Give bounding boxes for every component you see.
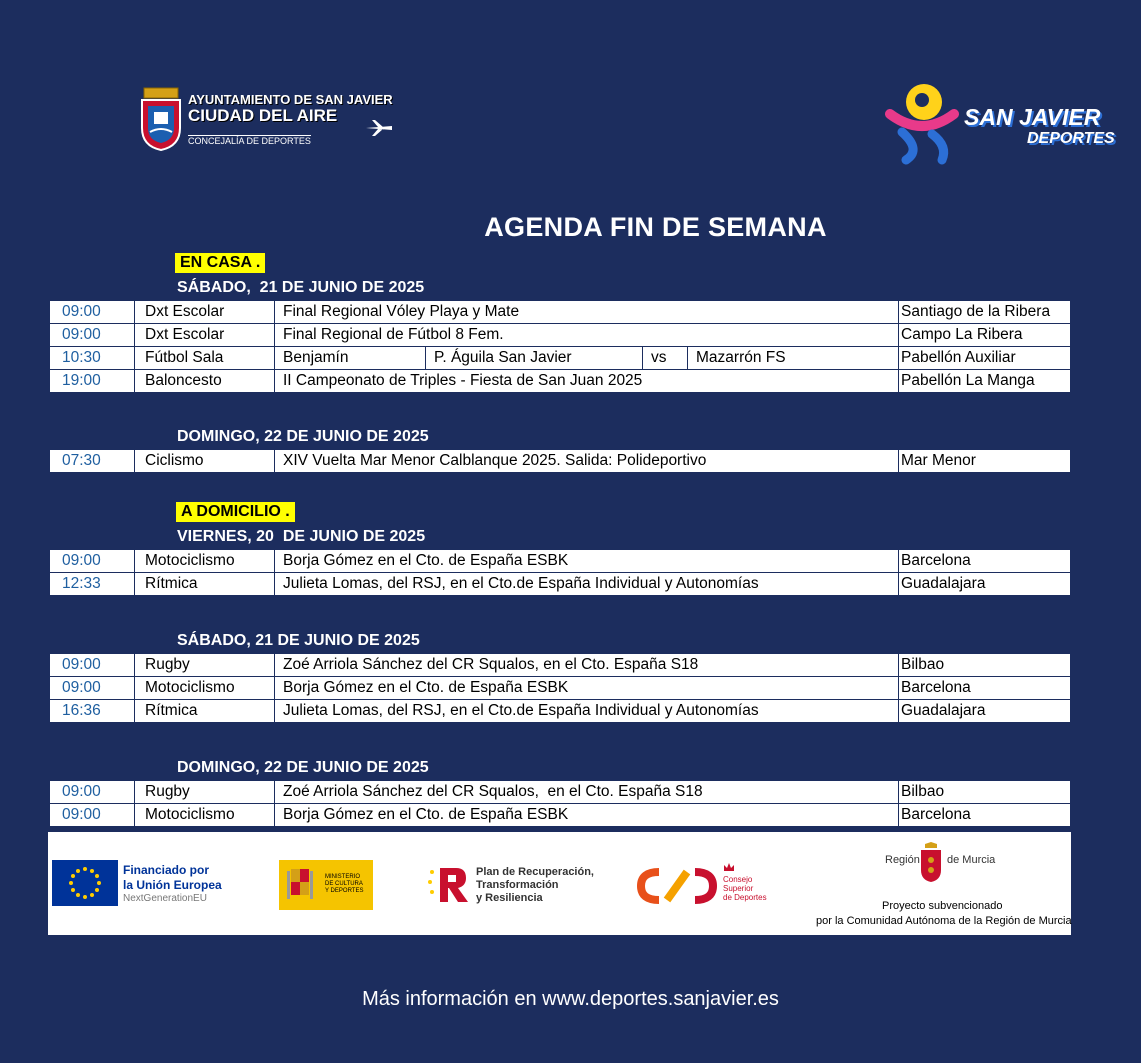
event-category: Benjamín	[275, 347, 426, 370]
event-sport: Baloncesto	[135, 370, 275, 393]
event-time: 09:00	[50, 301, 135, 324]
prtr-line1: Plan de Recuperación,	[476, 866, 594, 878]
event-place: Bilbao	[899, 654, 1071, 677]
event-time: 09:00	[50, 654, 135, 677]
event-time: 16:36	[50, 700, 135, 723]
event-time: 12:33	[50, 573, 135, 596]
section-a-domicilio: A DOMICILIO .	[176, 502, 295, 522]
event-time: 10:30	[50, 347, 135, 370]
prtr-logo	[428, 862, 608, 904]
csd-logo	[637, 862, 777, 910]
murcia-note2: por la Comunidad Autónoma de la Región de Murcia	[816, 915, 1072, 927]
ministerio-line1: MINISTERIO	[325, 874, 361, 880]
event-description: Borja Gómez en el Cto. de España ESBK	[275, 677, 899, 700]
prtr-line2: Transformación	[476, 879, 559, 891]
event-place: Guadalajara	[899, 573, 1071, 596]
event-time: 19:00	[50, 370, 135, 393]
event-vs: vs	[643, 347, 688, 370]
eu-line3: NextGenerationEU	[123, 893, 207, 904]
event-description: Zoé Arriola Sánchez del CR Squalos, en el Cto. España S18	[275, 781, 899, 804]
ministerio-line2: DE CULTURA	[325, 881, 363, 887]
event-time: 09:00	[50, 550, 135, 573]
table-row	[50, 347, 1071, 370]
event-away-team: Mazarrón FS	[688, 347, 899, 370]
event-place: Guadalajara	[899, 700, 1071, 723]
ministerio-line3: Y DEPORTES	[325, 888, 364, 894]
sj-line1: SAN JAVIER	[964, 104, 1101, 130]
section-en-casa: EN CASA .	[175, 253, 265, 273]
table-row	[50, 550, 1071, 573]
event-time: 09:00	[50, 324, 135, 347]
table-row	[50, 804, 1071, 827]
sj-athlete-icon	[882, 80, 962, 166]
event-sport: Ciclismo	[135, 450, 275, 473]
event-place: Santiago de la Ribera	[899, 301, 1071, 324]
event-time: 07:30	[50, 450, 135, 473]
ayto-line1: AYUNTAMIENTO DE SAN JAVIER	[188, 92, 393, 107]
table-row	[50, 573, 1071, 596]
event-description: Zoé Arriola Sánchez del CR Squalos, en el Cto. España S18	[275, 654, 899, 677]
ayto-line3: CONCEJALÍA DE DEPORTES	[188, 136, 311, 146]
event-sport: Rugby	[135, 781, 275, 804]
event-description: Borja Gómez en el Cto. de España ESBK	[275, 804, 899, 827]
eu-line1: Financiado por	[123, 863, 210, 877]
prtr-r-icon	[428, 864, 470, 904]
event-sport: Rugby	[135, 654, 275, 677]
san-javier-deportes-logo	[882, 80, 1127, 166]
event-sport: Dxt Escolar	[135, 324, 275, 347]
eu-logo	[52, 860, 234, 908]
ministerio-logo	[279, 860, 373, 910]
ayuntamiento-logo	[138, 86, 408, 154]
spain-shield-icon	[285, 865, 315, 905]
table-row	[50, 677, 1071, 700]
eu-flag-icon	[52, 860, 118, 906]
event-sport: Dxt Escolar	[135, 301, 275, 324]
table-row	[50, 450, 1071, 473]
event-home-team: P. Águila San Javier	[426, 347, 643, 370]
events-table	[49, 449, 1071, 473]
day-heading: VIERNES, 20 DE JUNIO DE 2025	[177, 528, 426, 545]
coat-of-arms-icon	[138, 86, 184, 152]
table-row	[50, 370, 1071, 393]
event-description: Julieta Lomas, del RSJ, en el Cto.de España Individual y Autonomías	[275, 573, 899, 596]
event-description: Final Regional Vóley Playa y Mate	[275, 301, 899, 324]
event-place: Barcelona	[899, 550, 1071, 573]
table-row	[50, 781, 1071, 804]
event-sport: Motociclismo	[135, 804, 275, 827]
event-time: 09:00	[50, 804, 135, 827]
event-place: Campo La Ribera	[899, 324, 1071, 347]
murcia-shield-icon	[919, 842, 943, 882]
murcia-note1: Proyecto subvencionado	[882, 900, 1003, 912]
event-description: Final Regional de Fútbol 8 Fem.	[275, 324, 899, 347]
region-murcia-logo	[808, 840, 1072, 932]
event-place: Barcelona	[899, 677, 1071, 700]
day-heading: SÁBADO, 21 DE JUNIO DE 2025	[177, 632, 420, 649]
event-description: XIV Vuelta Mar Menor Calblanque 2025. Salida: Polideportivo	[275, 450, 899, 473]
event-description: Julieta Lomas, del RSJ, en el Cto.de España Individual y Autonomías	[275, 700, 899, 723]
event-sport: Fútbol Sala	[135, 347, 275, 370]
sj-line2: DEPORTES	[1027, 130, 1115, 147]
table-row	[50, 700, 1071, 723]
event-time: 09:00	[50, 677, 135, 700]
csd-mark-icon	[637, 866, 717, 906]
events-table	[49, 549, 1071, 596]
event-sport: Motociclismo	[135, 550, 275, 573]
prtr-line3: y Resiliencia	[476, 892, 543, 904]
event-place: Pabellón La Manga	[899, 370, 1071, 393]
airplane-icon	[364, 118, 394, 138]
funding-logos	[48, 832, 1071, 935]
csd-line1: Consejo	[723, 875, 753, 884]
table-row	[50, 654, 1071, 677]
csd-line3: de Deportes	[723, 893, 767, 902]
event-sport: Rítmica	[135, 700, 275, 723]
page-title: AGENDA FIN DE SEMANA	[484, 212, 827, 242]
event-time: 09:00	[50, 781, 135, 804]
murcia-right: de Murcia	[947, 854, 996, 866]
day-heading: DOMINGO, 22 DE JUNIO DE 2025	[177, 428, 429, 445]
crown-icon	[723, 862, 735, 872]
event-description: II Campeonato de Triples - Fiesta de San Juan 2025	[275, 370, 899, 393]
table-row	[50, 324, 1071, 347]
murcia-left: Región	[885, 854, 920, 866]
ayto-line2: CIUDAD DEL AIRE	[188, 106, 338, 125]
event-description: Borja Gómez en el Cto. de España ESBK	[275, 550, 899, 573]
eu-line2: la Unión Europea	[123, 878, 222, 892]
event-sport: Rítmica	[135, 573, 275, 596]
event-place: Mar Menor	[899, 450, 1071, 473]
csd-line2: Superior	[723, 884, 754, 893]
more-info: Más información en www.deportes.sanjavier.es	[362, 988, 779, 1010]
table-row	[50, 301, 1071, 324]
event-sport: Motociclismo	[135, 677, 275, 700]
day-heading: SÁBADO, 21 DE JUNIO DE 2025	[177, 279, 425, 296]
events-table	[49, 780, 1071, 827]
event-place: Pabellón Auxiliar	[899, 347, 1071, 370]
day-heading: DOMINGO, 22 DE JUNIO DE 2025	[177, 759, 429, 776]
event-place: Bilbao	[899, 781, 1071, 804]
events-table	[49, 300, 1071, 393]
events-table	[49, 653, 1071, 723]
event-place: Barcelona	[899, 804, 1071, 827]
